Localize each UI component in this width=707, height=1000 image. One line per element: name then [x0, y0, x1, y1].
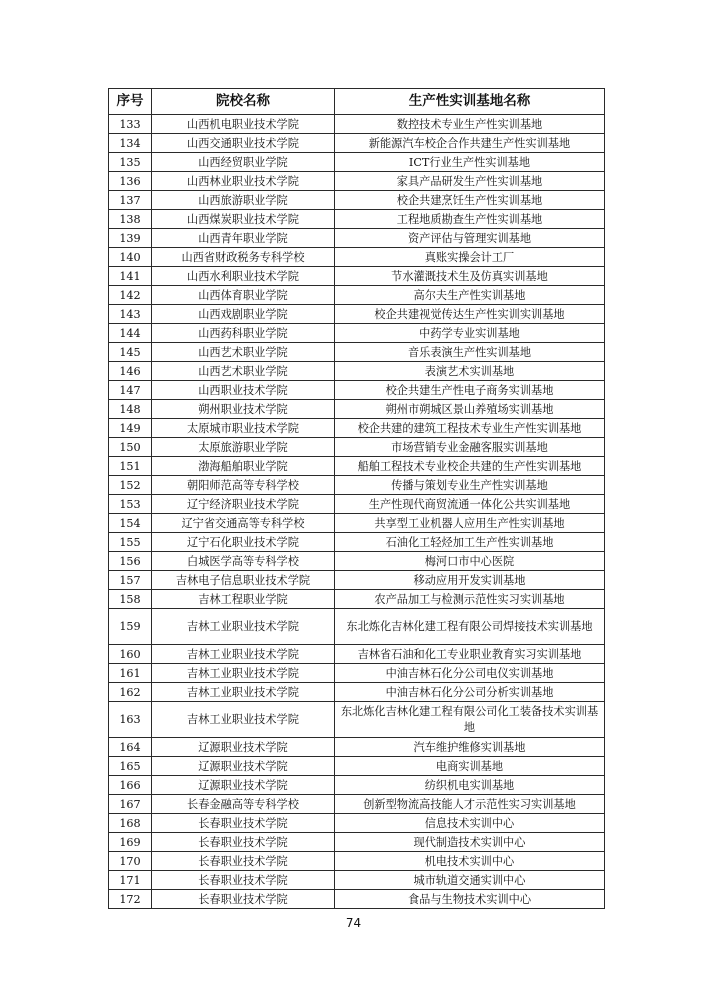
serial-number-cell: 150: [109, 438, 152, 457]
page-number: 74: [345, 916, 362, 930]
table-row: [109, 172, 605, 191]
school-name-cell: 渤海船舶职业学院: [152, 457, 335, 476]
serial-number-cell: 167: [109, 795, 152, 814]
school-name-cell: 长春职业技术学院: [152, 871, 335, 890]
school-name-cell: 山西煤炭职业技术学院: [152, 210, 335, 229]
table-row: [109, 495, 605, 514]
serial-number-cell: 169: [109, 833, 152, 852]
training-base-name-cell: 家具产品研发生产性实训基地: [335, 172, 605, 191]
school-name-cell: 山西交通职业技术学院: [152, 134, 335, 153]
serial-number-cell: 166: [109, 776, 152, 795]
training-base-name-cell: 真账实操会计工厂: [335, 248, 605, 267]
serial-number-cell: 170: [109, 852, 152, 871]
training-base-name-cell: 共享型工业机器人应用生产性实训基地: [335, 514, 605, 533]
training-base-name-cell: 机电技术实训中心: [335, 852, 605, 871]
table-row: [109, 590, 605, 609]
school-name-cell: 山西体育职业学院: [152, 286, 335, 305]
training-base-name-cell: 数控技术专业生产性实训基地: [335, 115, 605, 134]
training-base-name-cell: 信息技术实训中心: [335, 814, 605, 833]
serial-number-cell: 148: [109, 400, 152, 419]
school-name-cell: 辽宁石化职业技术学院: [152, 533, 335, 552]
serial-number-cell: 154: [109, 514, 152, 533]
school-name-cell: 长春金融高等专科学校: [152, 795, 335, 814]
training-base-name-cell: 中油吉林石化分公司分析实训基地: [335, 683, 605, 702]
training-base-name-cell: 中油吉林石化分公司电仪实训基地: [335, 664, 605, 683]
serial-number-cell: 142: [109, 286, 152, 305]
training-base-name-cell: 工程地质勘查生产性实训基地: [335, 210, 605, 229]
school-name-cell: 山西旅游职业学院: [152, 191, 335, 210]
table-row: [109, 890, 605, 909]
school-name-cell: 吉林工业职业技术学院: [152, 683, 335, 702]
school-name-cell: 山西艺术职业学院: [152, 343, 335, 362]
training-base-name-cell: 食品与生物技术实训中心: [335, 890, 605, 909]
training-base-name-cell: 新能源汽车校企合作共建生产性实训基地: [335, 134, 605, 153]
training-base-name-cell: 吉林省石油和化工专业职业教育实习实训基地: [335, 645, 605, 664]
training-base-name-cell: 中药学专业实训基地: [335, 324, 605, 343]
serial-number-cell: 141: [109, 267, 152, 286]
table-row: [109, 153, 605, 172]
table-row: [109, 683, 605, 702]
table-row: [109, 552, 605, 571]
table-body: [109, 115, 605, 909]
serial-number-cell: 135: [109, 153, 152, 172]
training-base-name-cell: 东北炼化吉林化建工程有限公司化工装备技术实训基地: [335, 702, 605, 738]
training-base-name-cell: 石油化工轻烃加工生产性实训基地: [335, 533, 605, 552]
training-base-name-cell: 纺织机电实训基地: [335, 776, 605, 795]
serial-number-cell: 151: [109, 457, 152, 476]
training-base-name-cell: 移动应用开发实训基地: [335, 571, 605, 590]
table-row: [109, 419, 605, 438]
table-row: [109, 438, 605, 457]
serial-number-cell: 134: [109, 134, 152, 153]
serial-number-cell: 161: [109, 664, 152, 683]
school-name-cell: 长春职业技术学院: [152, 890, 335, 909]
training-base-name-cell: 节水灌溉技术生及仿真实训基地: [335, 267, 605, 286]
school-name-cell: 朔州职业技术学院: [152, 400, 335, 419]
school-name-cell: 白城医学高等专科学校: [152, 552, 335, 571]
table-row: [109, 852, 605, 871]
training-base-name-cell: 表演艺术实训基地: [335, 362, 605, 381]
table-row: [109, 571, 605, 590]
school-name-cell: 山西药科职业学院: [152, 324, 335, 343]
header-serial-number: 序号: [109, 89, 152, 115]
serial-number-cell: 171: [109, 871, 152, 890]
serial-number-cell: 153: [109, 495, 152, 514]
table-row: [109, 664, 605, 683]
table-row: [109, 210, 605, 229]
school-name-cell: 辽宁经济职业技术学院: [152, 495, 335, 514]
serial-number-cell: 140: [109, 248, 152, 267]
table-row: [109, 343, 605, 362]
training-base-name-cell: 校企共建烹饪生产性实训基地: [335, 191, 605, 210]
training-base-name-cell: 创新型物流高技能人才示范性实习实训基地: [335, 795, 605, 814]
training-base-name-cell: 传播与策划专业生产性实训基地: [335, 476, 605, 495]
serial-number-cell: 149: [109, 419, 152, 438]
serial-number-cell: 152: [109, 476, 152, 495]
serial-number-cell: 158: [109, 590, 152, 609]
serial-number-cell: 157: [109, 571, 152, 590]
school-name-cell: 山西职业技术学院: [152, 381, 335, 400]
school-name-cell: 辽源职业技术学院: [152, 776, 335, 795]
table-row: [109, 795, 605, 814]
training-base-name-cell: 音乐表演生产性实训基地: [335, 343, 605, 362]
table-row: [109, 702, 605, 738]
serial-number-cell: 159: [109, 609, 152, 645]
school-name-cell: 太原城市职业技术学院: [152, 419, 335, 438]
table-row: [109, 833, 605, 852]
school-name-cell: 吉林工业职业技术学院: [152, 645, 335, 664]
training-base-name-cell: 东北炼化吉林化建工程有限公司焊接技术实训基地: [335, 609, 605, 645]
training-base-name-cell: 电商实训基地: [335, 757, 605, 776]
school-name-cell: 长春职业技术学院: [152, 833, 335, 852]
school-name-cell: 太原旅游职业学院: [152, 438, 335, 457]
serial-number-cell: 143: [109, 305, 152, 324]
serial-number-cell: 136: [109, 172, 152, 191]
school-name-cell: 山西省财政税务专科学校: [152, 248, 335, 267]
table-row: [109, 814, 605, 833]
training-base-name-cell: 校企共建生产性电子商务实训基地: [335, 381, 605, 400]
table-row: [109, 514, 605, 533]
serial-number-cell: 146: [109, 362, 152, 381]
table-row: [109, 738, 605, 757]
serial-number-cell: 165: [109, 757, 152, 776]
school-name-cell: 长春职业技术学院: [152, 852, 335, 871]
table-row: [109, 362, 605, 381]
training-base-name-cell: 汽车维护维修实训基地: [335, 738, 605, 757]
serial-number-cell: 138: [109, 210, 152, 229]
training-base-name-cell: ICT行业生产性实训基地: [335, 153, 605, 172]
school-name-cell: 吉林电子信息职业技术学院: [152, 571, 335, 590]
school-name-cell: 吉林工程职业学院: [152, 590, 335, 609]
table-row: [109, 871, 605, 890]
school-name-cell: 山西水利职业技术学院: [152, 267, 335, 286]
serial-number-cell: 139: [109, 229, 152, 248]
header-school-name: 院校名称: [152, 89, 335, 115]
serial-number-cell: 147: [109, 381, 152, 400]
training-base-name-cell: 资产评估与管理实训基地: [335, 229, 605, 248]
school-name-cell: 吉林工业职业技术学院: [152, 609, 335, 645]
serial-number-cell: 168: [109, 814, 152, 833]
school-name-cell: 辽源职业技术学院: [152, 738, 335, 757]
training-base-name-cell: 校企共建视觉传达生产性实训实训基地: [335, 305, 605, 324]
school-name-cell: 辽源职业技术学院: [152, 757, 335, 776]
serial-number-cell: 172: [109, 890, 152, 909]
school-name-cell: 长春职业技术学院: [152, 814, 335, 833]
training-base-name-cell: 朔州市朔城区景山养殖场实训基地: [335, 400, 605, 419]
table-row: [109, 457, 605, 476]
school-name-cell: 山西经贸职业学院: [152, 153, 335, 172]
school-name-cell: 吉林工业职业技术学院: [152, 702, 335, 738]
table-row: [109, 400, 605, 419]
table-row: [109, 229, 605, 248]
serial-number-cell: 163: [109, 702, 152, 738]
serial-number-cell: 156: [109, 552, 152, 571]
training-base-name-cell: 校企共建的建筑工程技术专业生产性实训基地: [335, 419, 605, 438]
table-row: [109, 776, 605, 795]
serial-number-cell: 160: [109, 645, 152, 664]
serial-number-cell: 164: [109, 738, 152, 757]
table-row: [109, 609, 605, 645]
school-name-cell: 朝阳师范高等专科学校: [152, 476, 335, 495]
header-training-base-name: 生产性实训基地名称: [335, 89, 605, 115]
training-base-name-cell: 船舶工程技术专业校企共建的生产性实训基地: [335, 457, 605, 476]
table-row: [109, 324, 605, 343]
serial-number-cell: 144: [109, 324, 152, 343]
table-row: [109, 134, 605, 153]
school-name-cell: 山西林业职业技术学院: [152, 172, 335, 191]
table-row: [109, 476, 605, 495]
school-name-cell: 辽宁省交通高等专科学校: [152, 514, 335, 533]
training-base-name-cell: 市场营销专业金融客服实训基地: [335, 438, 605, 457]
training-base-name-cell: 高尔夫生产性实训基地: [335, 286, 605, 305]
serial-number-cell: 137: [109, 191, 152, 210]
school-name-cell: 山西机电职业技术学院: [152, 115, 335, 134]
table-row: [109, 286, 605, 305]
school-name-cell: 吉林工业职业技术学院: [152, 664, 335, 683]
serial-number-cell: 145: [109, 343, 152, 362]
table-row: [109, 115, 605, 134]
table-row: [109, 533, 605, 552]
serial-number-cell: 133: [109, 115, 152, 134]
training-base-name-cell: 农产品加工与检测示范性实习实训基地: [335, 590, 605, 609]
school-name-cell: 山西艺术职业学院: [152, 362, 335, 381]
table-row: [109, 191, 605, 210]
training-base-name-cell: 生产性现代商贸流通一体化公共实训基地: [335, 495, 605, 514]
training-base-name-cell: 城市轨道交通实训中心: [335, 871, 605, 890]
table-row: [109, 381, 605, 400]
table-row: [109, 248, 605, 267]
training-base-name-cell: 现代制造技术实训中心: [335, 833, 605, 852]
serial-number-cell: 162: [109, 683, 152, 702]
table-header-row: [109, 89, 605, 115]
school-name-cell: 山西青年职业学院: [152, 229, 335, 248]
serial-number-cell: 155: [109, 533, 152, 552]
training-base-name-cell: 梅河口市中心医院: [335, 552, 605, 571]
table-row: [109, 757, 605, 776]
training-base-table: [108, 88, 605, 909]
table-row: [109, 267, 605, 286]
table-row: [109, 645, 605, 664]
table-row: [109, 305, 605, 324]
school-name-cell: 山西戏剧职业学院: [152, 305, 335, 324]
